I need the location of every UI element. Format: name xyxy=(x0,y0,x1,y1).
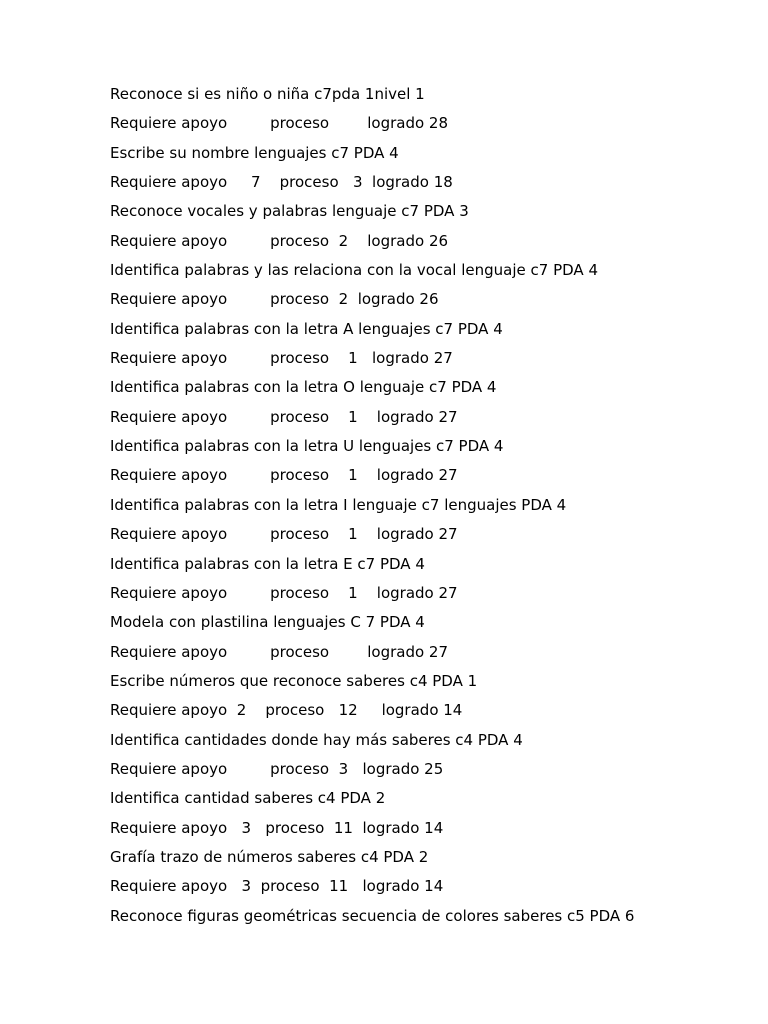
text-line: Requiere apoyo proceso 1 logrado 27 xyxy=(110,407,458,426)
text-line: Reconoce vocales y palabras lenguaje c7 PDA 3 xyxy=(110,202,469,221)
text-line: Reconoce si es niño o niña c7pda 1nivel 1 xyxy=(110,85,425,103)
text-line: Requiere apoyo proceso logrado 27 xyxy=(110,642,449,661)
text-line: Identifica palabras con la letra E c7 PDA 4 xyxy=(110,554,425,573)
text-line: Requiere apoyo 7 proceso 3 logrado 18 xyxy=(110,173,453,192)
text-line: Requiere apoyo proceso logrado 28 xyxy=(110,114,449,133)
text-line: Modela con plastilina lenguajes C 7 PDA 4 xyxy=(110,613,425,632)
document-body xyxy=(110,84,634,935)
text-line: Escribe su nombre lenguajes c7 PDA 4 xyxy=(110,143,399,162)
text-line: Identifica cantidades donde hay más saberes c4 PDA 4 xyxy=(110,730,523,749)
text-line: Grafía trazo de números saberes c4 PDA 2 xyxy=(110,847,429,866)
text-line: Identifica palabras con la letra U lenguajes c7 PDA 4 xyxy=(110,437,504,456)
text-line: Requiere apoyo proceso 2 logrado 26 xyxy=(110,290,439,309)
text-line: Reconoce figuras geométricas secuencia de colores saberes c5 PDA 6 xyxy=(110,906,635,925)
text-line: Identifica palabras con la letra O lenguaje c7 PDA 4 xyxy=(110,378,497,397)
text-line: Identifica palabras con la letra I lenguaje c7 lenguajes PDA 4 xyxy=(110,495,567,514)
text-line: Identifica cantidad saberes c4 PDA 2 xyxy=(110,789,386,808)
text-line: Requiere apoyo proceso 2 logrado 26 xyxy=(110,231,449,250)
text-line: Requiere apoyo 2 proceso 12 logrado 14 xyxy=(110,701,463,720)
text-line: Identifica palabras con la letra A lenguajes c7 PDA 4 xyxy=(110,319,503,338)
text-line: Requiere apoyo proceso 1 logrado 27 xyxy=(110,466,458,485)
text-line: Requiere apoyo proceso 1 logrado 27 xyxy=(110,349,453,368)
text-line: Escribe números que reconoce saberes c4 PDA 1 xyxy=(110,671,478,690)
text-line: Requiere apoyo 3 proceso 11 logrado 14 xyxy=(110,877,444,896)
text-line: Requiere apoyo proceso 3 logrado 25 xyxy=(110,759,444,778)
text-line: Requiere apoyo proceso 1 logrado 27 xyxy=(110,525,458,544)
text-line: Requiere apoyo proceso 1 logrado 27 xyxy=(110,583,458,602)
text-line: Requiere apoyo 3 proceso 11 logrado 14 xyxy=(110,818,444,837)
text-line: Identifica palabras y las relaciona con la vocal lenguaje c7 PDA 4 xyxy=(110,261,598,280)
